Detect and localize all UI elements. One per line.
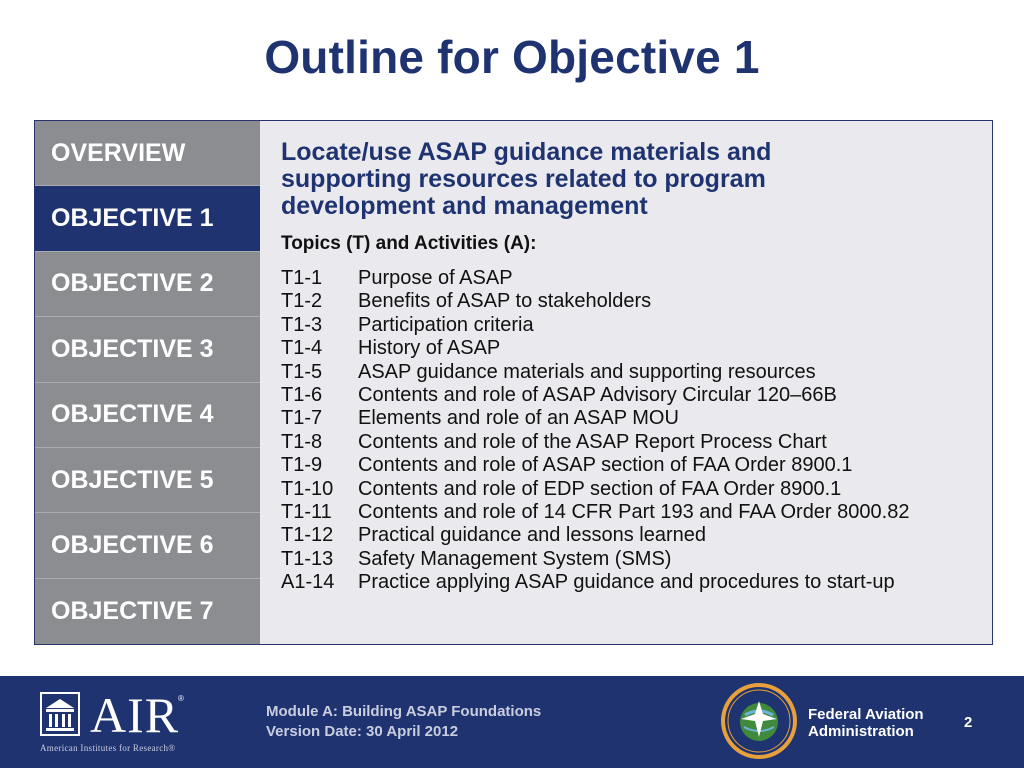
topic-item <box>281 501 992 524</box>
topic-code: T1-2 <box>281 290 323 313</box>
module-info <box>266 702 541 742</box>
topic-item <box>281 524 992 547</box>
air-building-icon <box>40 692 80 736</box>
topic-item <box>281 571 992 594</box>
topic-text: Benefits of ASAP to stakeholders <box>358 290 652 313</box>
topic-code: A1-14 <box>281 571 335 594</box>
nav-item-objective-6[interactable] <box>35 513 260 578</box>
topic-text: Participation criteria <box>358 313 534 336</box>
slide-footer <box>0 676 1024 768</box>
topic-code: T1-1 <box>281 267 323 289</box>
topic-text: History of ASAP <box>358 337 501 360</box>
slide-title: Outline for Objective 1 <box>264 31 760 83</box>
faa-name-line1: Federal Aviation <box>808 706 924 723</box>
topic-code: T1-4 <box>281 337 323 360</box>
topic-code: T1-7 <box>281 407 323 430</box>
air-wordmark: AIR <box>90 687 180 743</box>
nav-item-objective-4[interactable] <box>35 383 260 448</box>
topic-text: Purpose of ASAP <box>358 267 513 289</box>
topic-code: T1-13 <box>281 547 334 570</box>
topic-item <box>281 431 992 454</box>
topic-list <box>281 267 992 595</box>
page-number: 2 <box>964 714 973 731</box>
nav-item-label: OVERVIEW <box>51 138 186 167</box>
topic-text: Practical guidance and lessons learned <box>358 524 706 547</box>
topic-code: T1-5 <box>281 360 323 383</box>
nav-item-overview[interactable] <box>35 121 260 186</box>
topics-label: Topics (T) and Activities (A): <box>281 233 537 254</box>
topic-text: ASAP guidance materials and supporting resources <box>358 360 816 383</box>
topic-code: T1-11 <box>281 501 332 524</box>
topic-text: Contents and role of ASAP Advisory Circular 120–66B <box>358 384 837 407</box>
topic-code: T1-3 <box>281 313 323 336</box>
topic-text: Contents and role of ASAP section of FAA Order 8900.1 <box>358 454 853 477</box>
faa-seal-icon <box>719 681 799 761</box>
topic-code: T1-8 <box>281 430 323 453</box>
topic-item <box>281 337 992 360</box>
topic-item <box>281 548 992 571</box>
air-logo <box>40 687 200 758</box>
nav-item-label: OBJECTIVE 6 <box>51 530 214 559</box>
topic-item <box>281 314 992 337</box>
nav-item-objective-2[interactable] <box>35 252 260 317</box>
topic-text: Contents and role of EDP section of FAA Order 8900.1 <box>358 477 842 500</box>
objective-content <box>260 121 992 644</box>
version-line: Version Date: 30 April 2012 <box>266 723 459 740</box>
topic-item <box>281 267 992 290</box>
nav-item-objective-3[interactable] <box>35 317 260 382</box>
nav-item-label: OBJECTIVE 5 <box>51 465 214 494</box>
nav-item-label: OBJECTIVE 2 <box>51 269 214 298</box>
faa-name-line2: Administration <box>808 723 914 740</box>
topic-code: T1-6 <box>281 384 323 407</box>
nav-item-objective-7[interactable] <box>35 579 260 644</box>
topic-item <box>281 384 992 407</box>
topic-item <box>281 407 992 430</box>
air-subtitle: American Institutes for Research® <box>40 743 176 753</box>
nav-item-label: OBJECTIVE 7 <box>51 596 214 625</box>
topic-code: T1-12 <box>281 524 334 547</box>
topic-code: T1-10 <box>281 477 334 500</box>
nav-item-label: OBJECTIVE 3 <box>51 334 214 363</box>
topic-text: Practice applying ASAP guidance and procedures to start-up <box>358 571 895 594</box>
topic-text: Contents and role of the ASAP Report Process Chart <box>358 430 827 453</box>
module-line: Module A: Building ASAP Foundations <box>266 703 542 720</box>
topic-item <box>281 478 992 501</box>
nav-item-objective-1[interactable] <box>35 186 260 251</box>
nav-item-label: OBJECTIVE 1 <box>51 204 214 233</box>
topic-text: Elements and role of an ASAP MOU <box>358 407 679 430</box>
air-registered-mark: ® <box>178 694 184 703</box>
topic-code: T1-9 <box>281 454 323 477</box>
objective-nav <box>35 121 260 644</box>
outline-panel <box>34 120 993 645</box>
objective-heading: Locate/use ASAP guidance materials and supporting resources related to program development and management <box>281 138 772 220</box>
faa-name <box>808 706 924 740</box>
topic-text: Safety Management System (SMS) <box>358 547 672 570</box>
nav-item-objective-5[interactable] <box>35 448 260 513</box>
topic-text: Contents and role of 14 CFR Part 193 and FAA Order 8000.82 <box>358 501 910 524</box>
topic-item <box>281 361 992 384</box>
nav-item-label: OBJECTIVE 4 <box>51 400 214 429</box>
topic-item <box>281 290 992 313</box>
topic-item <box>281 454 992 477</box>
